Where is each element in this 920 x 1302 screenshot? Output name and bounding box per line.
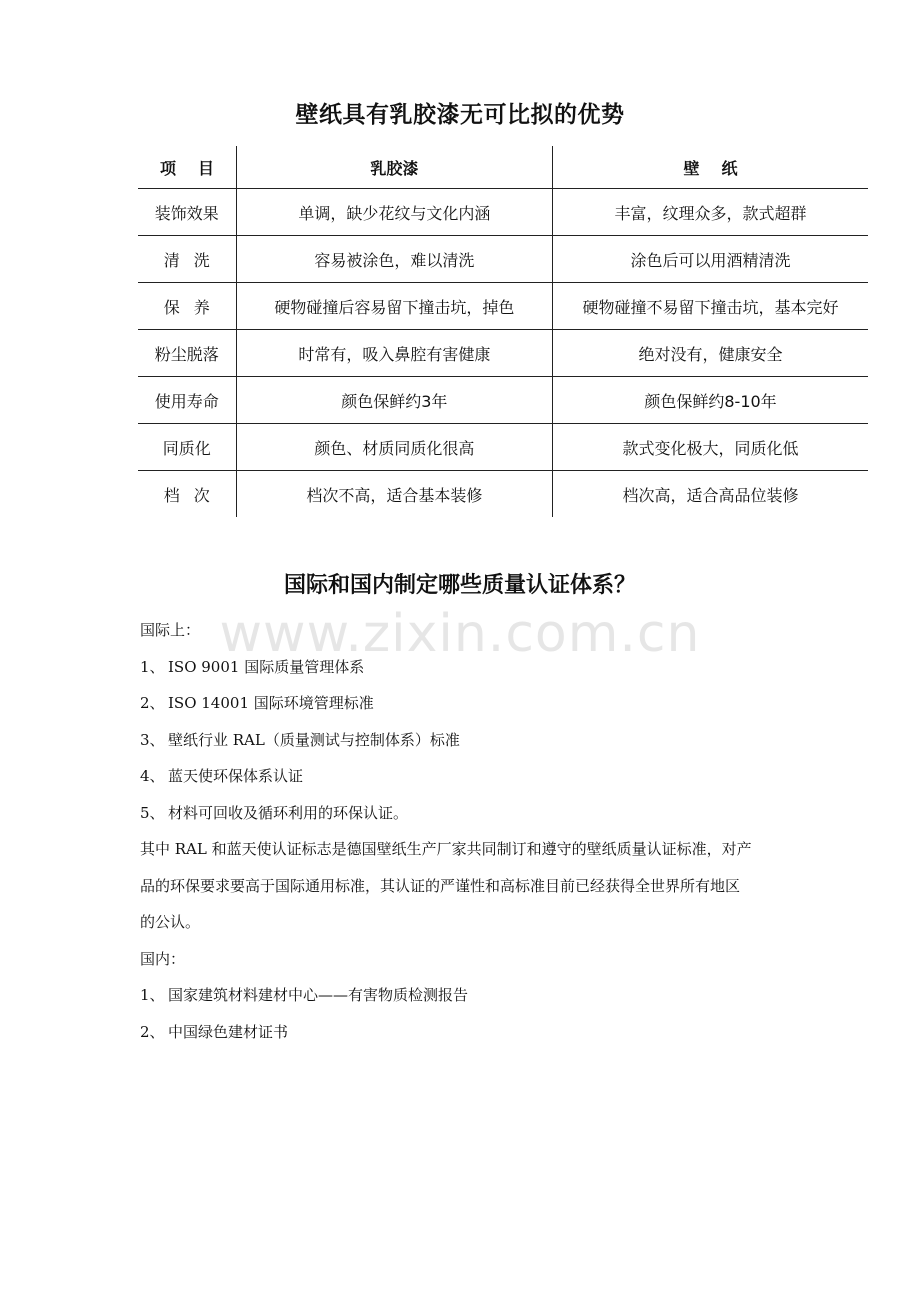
intl-label: 国际上： xyxy=(140,621,201,639)
list-item xyxy=(140,649,800,686)
list-item xyxy=(140,795,800,832)
watermark: www.zixin.com.cn xyxy=(219,604,701,664)
latex-paint-cell: 档次不高，适合基本装修 xyxy=(236,471,552,518)
list-number: 1、 xyxy=(140,986,165,1004)
list-item xyxy=(140,722,800,759)
wallpaper-cell: 款式变化极大，同质化低 xyxy=(553,424,868,471)
list-text: ISO 9001 国际质量管理体系 xyxy=(168,657,365,676)
paragraph-line: 的公认。 xyxy=(140,913,201,931)
table-row xyxy=(138,424,868,471)
latex-paint-cell: 容易被涂色，难以清洗 xyxy=(236,236,552,283)
latex-paint-cell: 颜色、材质同质化很高 xyxy=(236,424,552,471)
latex-paint-cell: 颜色保鲜约3年 xyxy=(236,377,552,424)
list-number: 3、 xyxy=(140,730,165,749)
paragraph-line: 其中 RAL 和蓝天使认证标志是德国壁纸生产厂家共同制订和遵守的壁纸质量认证标准，对产 xyxy=(140,840,752,858)
table-row xyxy=(138,471,868,518)
wallpaper-cell: 绝对没有，健康安全 xyxy=(553,330,868,377)
certification-body xyxy=(140,612,800,1050)
table-row xyxy=(138,377,868,424)
list-text: 壁纸行业 RAL（质量测试与控制体系）标准 xyxy=(168,730,460,749)
table-row xyxy=(138,283,868,330)
wallpaper-cell: 档次高，适合高品位装修 xyxy=(553,471,868,518)
comparison-table xyxy=(138,146,868,517)
list-number: 1、 xyxy=(140,657,165,676)
list-item xyxy=(140,977,800,1014)
latex-paint-cell: 时常有，吸入鼻腔有害健康 xyxy=(236,330,552,377)
list-text: 材料可回收及循环利用的环保认证。 xyxy=(168,803,409,822)
list-number: 2、 xyxy=(140,694,165,712)
table-row xyxy=(138,189,868,236)
list-text: 国家建筑材料建材中心——有害物质检测报告 xyxy=(168,986,469,1004)
list-number: 2、 xyxy=(140,1022,165,1041)
wallpaper-cell: 颜色保鲜约8-10年 xyxy=(553,377,868,424)
wallpaper-cell: 硬物碰撞不易留下撞击坑，基本完好 xyxy=(553,283,868,330)
table-row xyxy=(138,330,868,377)
latex-paint-cell: 单调，缺少花纹与文化内涵 xyxy=(236,189,552,236)
row-label: 清洗 xyxy=(138,236,236,283)
row-label: 装饰效果 xyxy=(138,189,236,236)
list-item xyxy=(140,1014,800,1051)
list-text: ISO 14001 国际环境管理标准 xyxy=(168,694,374,712)
latex-paint-cell: 硬物碰撞后容易留下撞击坑，掉色 xyxy=(236,283,552,330)
list-number: 4、 xyxy=(140,767,165,785)
row-label: 档次 xyxy=(163,485,224,505)
list-text: 蓝天使环保体系认证 xyxy=(168,767,304,785)
wallpaper-cell: 丰富，纹理众多，款式超群 xyxy=(553,189,868,236)
paragraph-line: 品的环保要求要高于国际通用标准，其认证的严谨性和高标准目前已经获得全世界所有地区 xyxy=(140,876,741,895)
table-row xyxy=(138,236,868,283)
list-item xyxy=(140,758,800,795)
document-title: 壁纸具有乳胶漆无可比拟的优势 xyxy=(295,101,625,128)
header-item: 项目 xyxy=(138,146,236,189)
table-header-row xyxy=(138,146,868,189)
header-wallpaper: 壁纸 xyxy=(553,146,868,189)
list-text: 中国绿色建材证书 xyxy=(168,1022,289,1041)
list-number: 5、 xyxy=(140,803,165,822)
row-label: 使用寿命 xyxy=(138,377,236,424)
row-label: 粉尘脱落 xyxy=(138,330,236,377)
wallpaper-cell: 涂色后可以用酒精清洗 xyxy=(553,236,868,283)
section-title: 国际和国内制定哪些质量认证体系？ xyxy=(283,572,636,598)
domestic-label: 国内： xyxy=(140,949,186,968)
row-label: 保养 xyxy=(138,283,236,330)
list-item xyxy=(140,685,800,722)
header-latex-paint: 乳胶漆 xyxy=(236,146,552,189)
row-label: 同质化 xyxy=(138,424,236,471)
